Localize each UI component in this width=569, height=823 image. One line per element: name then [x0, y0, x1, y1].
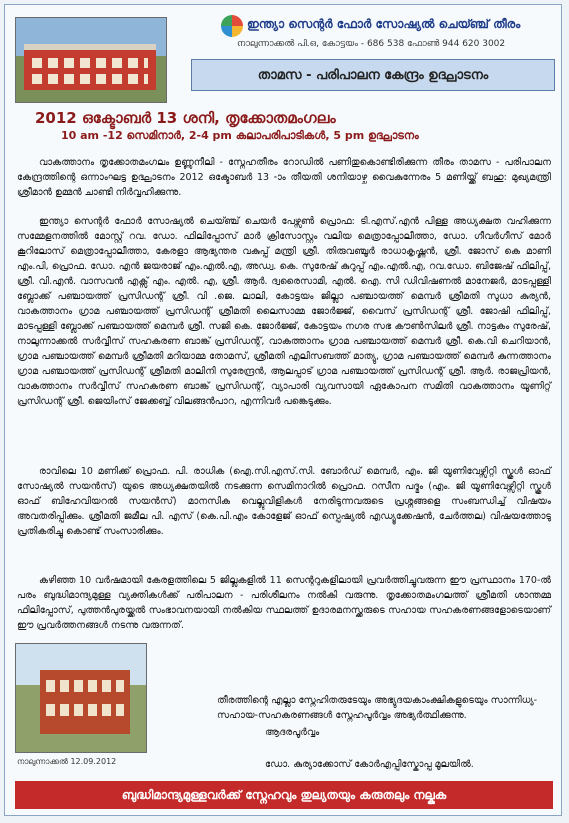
org-logo-icon [221, 15, 243, 37]
history-text: കഴിഞ്ഞ 10 വർഷമായി കേരളത്തിലെ 5 ജില്ലകളിൽ 11 സെന്ററുകളിലായി പ്രവർത്തിച്ചുവരുന്ന ഈ പ്രസ്ഥാനം 170-ൽ പരം ബുദ്ധിമാന്ദ്യമുള്ള വ്യക്തികൾക്ക് പരിപാലന - പരിശീലനം നൽകി വരുന്നു. തൃക്കോതമംഗലത്ത് ശ്രീമതി ശാന്തമ്മ ഫിലിപ്പോസ്, പുത്തൻപുരയ്ക്കൽ സംഭാവനയായി നൽകിയ സ്ഥലത്ത് ഉദാരമനസ്ക്കരുടെ സഹായ സഹകരണങ്ങളോടെയാണ് ഈ പ്രവർത്തനങ്ങൾ നടന്നു വരുന്നത്. [17, 575, 551, 631]
building-photo-bottom [15, 643, 147, 753]
history-paragraph [17, 573, 551, 633]
signature-line: ഡോ. കുര്യാക്കോസ് കോർഎപ്പിസ്കോപ്പ മൂലയിൽ. [265, 759, 474, 770]
dignitaries-text: ഇന്ത്യാ സെന്റർ ഫോർ സോഷ്യൽ ചെയ്ഞ്ച് ചെയർ പേഴ്സൺ പ്രൊഫ: ടി.എസ്.എൻ പിള്ള അധ്യക്ഷത വഹിക്കുന്ന സമ്മേളനത്തിൽ മോസ്റ്റ് റവ. ഡോ. ഫിലിപ്പോസ് മാർ ക്രിസോസ്റ്റം വലിയ മെത്രാപ്പോലീത്താ, ഡോ. ഗീവർഗീസ് മോർ കൂറിലോസ് മെത്രാപ്പോലീത്താ, കേരളാ ആഭ്യന്തര വകുപ്പ് മന്ത്രി ശ്രീ. തിരുവഞ്ചൂർ രാധാകൃഷ്ണൻ, ശ്രീ. ജോസ് കെ മാണി എം.പി, പ്രൊഫ. ഡോ. എൻ ജയരാജ് എം.എൽ.എ, അഡ്വ. കെ. സുരേഷ് കുറുപ്പ് എം.എൽ.എ, റവ.ഡോ. ബിജേഷ് ഫിലിപ്പ്, ശ്രീ. വി.എൻ. വാസവൻ എക്സ് എം. എൽ. എ, ശ്രീ. ആർ. ദ്വരൈസാമി, എൽ. ഐ. സി ഡിവിഷണൽ മാനേജർ, മാടപ്പള്ളി ബ്ലോക്ക് പഞ്ചായത്ത് പ്രസിഡന്റ് ശ്രീ. വി .ജെ. ലാലി, കോട്ടയം ജില്ലാ പഞ്ചായത്ത് മെമ്പർ ശ്രീമതി സുധാ കുര്യൻ, വാകത്താനം ഗ്രാമ പഞ്ചായത്ത് പ്രസിഡന്റ് ശ്രീമതി ലൈസാമ്മ ജോർജ്ജ്, വൈസ് പ്രസിഡന്റ് ശ്രീ. ജോഷി ഫിലിപ്പ്, മാടപ്പള്ളി ബ്ലോക്ക് പഞ്ചായത്ത് മെമ്പർ ശ്രീ. സജി കെ. ജോർജ്ജ്, കോട്ടയം നഗര സഭ കൗൺസിലർ ശ്രീ. നാട്ടകം സുരേഷ്, നാലുന്നാക്കൽ സർവ്വീസ് സഹകരണ ബാങ്ക് പ്രസിഡന്റ്, വാകത്താനം ഗ്രാമ പഞ്ചായത്ത് മെമ്പർ ശ്രീ. കെ.വി ചെറിയാൻ, ഗ്രാമ പഞ്ചായത്ത് മെമ്പർ ശ്രീമതി മറിയാമ്മ തോമസ്, ശ്രീമതി എലിസബത്ത് മാത്യു, ഗ്രാമ പഞ്ചായത്ത് മെമ്പർ കുന്നത്താനം ഗ്രാമ പഞ്ചായത്ത് പ്രസിഡന്റ് ശ്രീമതി മാലിനി സുരേന്ദ്രൻ, ആലപ്പാട് ഗ്രാമ പഞ്ചായത്ത് പ്രസിഡന്റ് ശ്രീ. ആർ. രാജപ്രിയൻ, വാകത്താനം സർവ്വീസ് സഹകരണ ബാങ്ക് പ്രസിഡന്റ്, വ്യാപാരി വ്യവസായി ഏകോപന സമിതി വാകത്താനം യൂണിറ്റ് പ്രസിഡന്റ് ശ്രീ. ജെയിംസ് ജേക്കബ്ബ് വിലങ്ങൻപാറ, എന്നിവർ പങ്കെടുക്കും. [17, 216, 551, 407]
org-address: നാലുന്നാക്കൽ പി.ഒ, കോട്ടയം - 686 538 ഫോൺ 944 620 3002 [237, 39, 506, 49]
intro-text: വാകത്താനം തൃക്കോതമംഗലം ഉണ്ണുനീലി - സ്നേഹതീരം റോഡിൽ പണിതുകൊണ്ടിരിക്കുന്ന തീരം താമസ - പരിപാലന കേന്ദ്രത്തിന്റെ ഒന്നാംഘട്ട ഉദ്ഘാടനം 2012 ഒക്ടോബർ 13 -ാം തീയതി ശനിയാഴ്ച വൈകുന്നേരം 5 മണിയ്ക്ക് ബഹു: മുഖ്യമന്ത്രി ശ്രീമാൻ ഉമ്മൻ ചാണ്ടി നിർവ്വഹിക്കുന്നു. [17, 157, 551, 198]
title-banner: താമസ - പരിപാലന കേന്ദ്രം ഉദ്ഘാടനം [191, 59, 555, 91]
seminar-paragraph [17, 464, 551, 560]
org-name: ഇന്ത്യാ സെന്റർ ഫോർ സോഷ്യൽ ചെയ്ഞ്ച് തീരം [247, 17, 521, 31]
flyer-sheet [4, 4, 562, 816]
event-schedule: 10 am -12 സെമിനാർ, 2-4 pm കലാപരിപാടികൾ, 5 pm ഉദ്ഘാടനം [61, 129, 419, 142]
closing-request: തീരത്തിന്റെ എല്ലാ സ്നേഹിതരുടേയും അഭ്യുദയകാംക്ഷികളുടെയും സാന്നിധ്യ-സഹായ-സഹകരണങ്ങൾ സ്നേഹപൂർവ്വം അഭ്യർത്ഥിക്കുന്നു. [217, 695, 538, 721]
seminar-text: രാവിലെ 10 മണിക്ക് പ്രൊഫ. പി. രാധിക (ഐ.സി.എസ്.സി. ബോർഡ് മെമ്പർ, എം. ജി യൂണിവേഴ്സിറ്റി സ്കൂൾ ഓഫ് സോഷ്യൽ സയൻസ്) യുടെ അധ്യക്ഷതയിൽ നടക്കുന്ന സെമിനാറിൽ പ്രൊഫ. റസീന പദ്മം (എം. ജി യൂണിവേഴ്സിറ്റി സ്കൂൾ ഓഫ് ബിഹേവിയറൽ സയൻസ്) മാനസിക വെല്ലുവിളികൾ നേരിടുന്നവരുടെ പ്രശ്നങ്ങളെ സംബന്ധിച്ച് വിഷയം അവതരിപ്പിക്കും. ശ്രീമതി ജമീല പി. എസ് (കെ.പി.എം കോളേജ് ഓഫ് സ്പെഷ്യൽ എഡ്യൂക്കേഷൻ, ചേർത്തല) വിഷയത്തോടു പ്രതികരിച്ചു കൊണ്ട് സംസാരിക്കും. [17, 466, 551, 537]
event-date: 2012 ഒക്ടോബർ 13 ശനി, തൃക്കോതമംഗലം [35, 109, 336, 127]
photo-caption: നാലുന്നാക്കൽ 12.09.2012 [17, 757, 117, 766]
intro-paragraph [17, 155, 551, 201]
building-photo-top [15, 17, 167, 103]
regards-line: ആദരപൂർവ്വം [265, 727, 320, 738]
dignitaries-paragraph [17, 214, 551, 454]
footer-banner: ബുദ്ധിമാന്ദ്യമുള്ളവർക്ക് സ്നേഹവും തുല്യതയും കരുതലും നല്കുക [15, 781, 553, 809]
